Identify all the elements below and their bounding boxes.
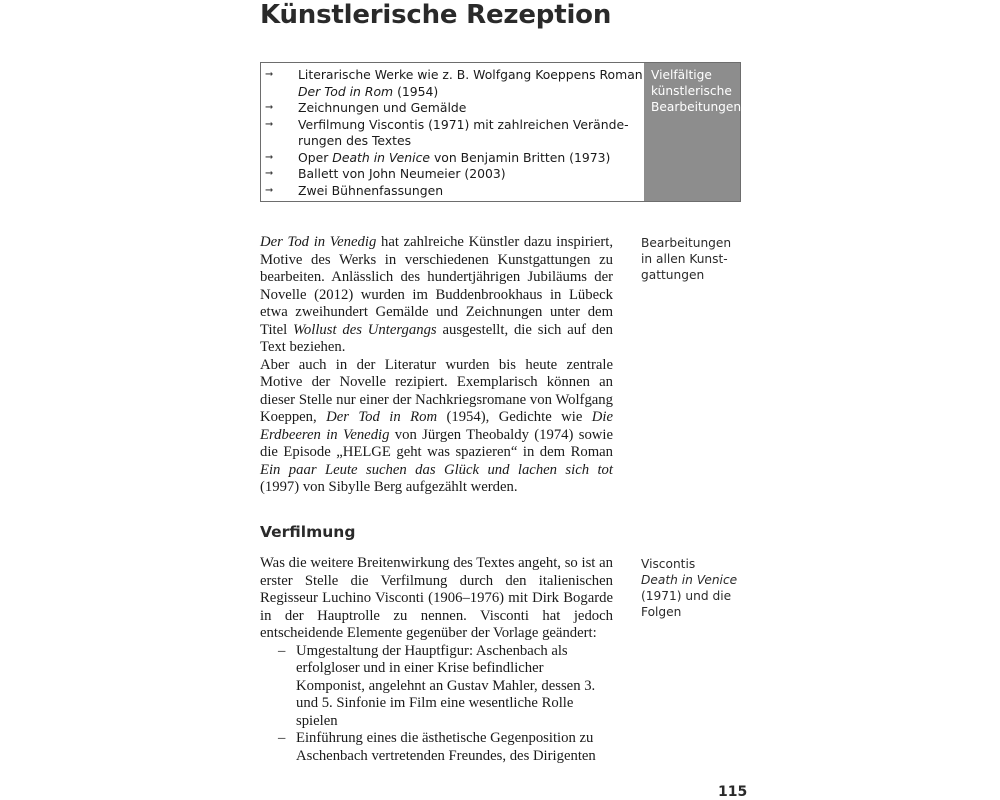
list-item: – Einführung eines die ästhetische Gegenposition zu Aschenbach vertretenden Freundes, des Dirigenten xyxy=(278,730,596,764)
summary-list xyxy=(261,67,646,199)
page-number: 115 xyxy=(718,784,748,800)
summary-item: ➞ Ballett von John Neumeier (2003) xyxy=(265,166,506,181)
list-item: – Umgestaltung der Hauptfigur: Aschenbach als erfolgloser und in einer Krise befindlicher Komponist, angelehnt an Gustav Mahler, dessen 3. und 5. Sinfonie im Film eine wesentliche Rolle spielen xyxy=(278,642,596,729)
section-heading-film: Verfilmung xyxy=(260,523,356,541)
summary-item: ➞ Zeichnungen und Gemälde xyxy=(265,100,467,115)
summary-item: ➞ Literarische Werke wie z. B. Wolfgang Koeppens Roman Der Tod in Rom (1954) xyxy=(265,67,643,99)
reception-text xyxy=(260,234,613,497)
arrow-right-icon: ➞ xyxy=(265,69,274,80)
summary-item: ➞ Zwei Bühnenfassungen xyxy=(265,182,444,198)
page-title: Künstlerische Rezeption xyxy=(260,0,612,30)
film-text xyxy=(260,555,613,765)
changes-list xyxy=(260,643,613,766)
arrow-right-icon: ➞ xyxy=(265,168,274,179)
film-paragraph-1: Was die weitere Breitenwirkung des Textes angeht, so ist an erster Stelle die Verfilmung durch den italienischen Regisseur Luchino Visconti (1906–1976) mit Dirk Bogarde in der Hauptrolle zu nennen. Visconti hat jedoch entscheidende Elemente gegenüber der Vorlage geändert: xyxy=(260,555,613,641)
summary-box xyxy=(260,62,741,202)
arrow-right-icon: ➞ xyxy=(265,184,274,196)
arrow-right-icon: ➞ xyxy=(265,151,274,163)
arrow-right-icon: ➞ xyxy=(265,102,274,113)
summary-sidebar-label: Vielfältige künstlerische Bearbeitungen xyxy=(644,63,740,201)
margin-note-reception: Bearbeitungen in allen Kunst- gattungen xyxy=(641,236,732,282)
summary-item: ➞ Oper Death in Venice von Benjamin Britten (1973) xyxy=(265,149,611,165)
arrow-right-icon: ➞ xyxy=(265,118,274,130)
reception-paragraph-1: Der Tod in Venedig hat zahlreiche Künstler dazu inspiriert, Motive des Werks in verschiedenen Kunstgattungen zu bearbeiten. Anlässlich des hundertjährigen Jubiläums der Novelle (2012) wurden im Buddenbrookhaus in Lübeck etwa zweihundert Gemälde und Zeichnungen unter dem Titel Wollust des Untergangs ausgestellt, die sich auf den Text beziehen. xyxy=(260,234,613,355)
summary-item: ➞ Verfilmung Viscontis (1971) mit zahlreichen Veränderungen des Textes xyxy=(265,116,629,148)
reception-paragraph-2: Aber auch in der Literatur wurden bis heute zentrale Motive der Novelle rezipiert. Exemplarisch können an dieser Stelle nur einer der Nachkriegsromane von Wolfgang Koeppen, Der Tod in Rom (1954), Gedichte wie Die Erdbeeren in Venedig von Jürgen Theobaldy (1974) sowie die Episode „HELGE geht was spazieren“ in dem Roman Ein paar Leute suchen das Glück und lachen sich tot (1997) von Sibylle Berg aufgezählt werden. xyxy=(260,356,614,495)
margin-note-film: Viscontis Death in Venice (1971) und die Folgen xyxy=(641,557,738,619)
